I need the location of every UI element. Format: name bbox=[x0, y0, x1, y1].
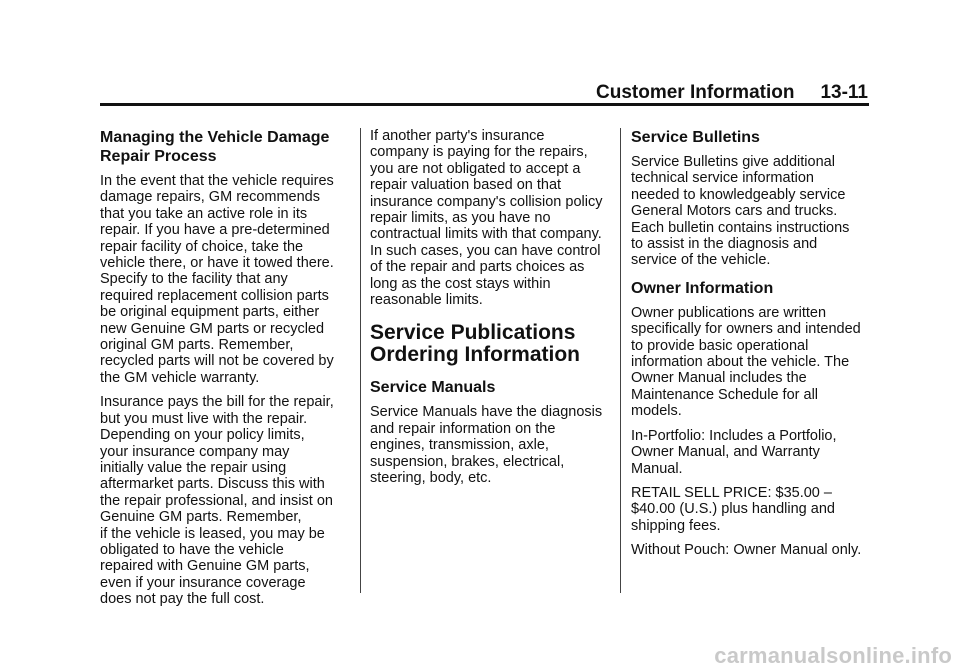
column-1 bbox=[100, 128, 355, 608]
header-rule bbox=[100, 103, 869, 106]
heading-service-bulletins: Service Bulletins bbox=[631, 129, 760, 146]
paragraph-service-bulletins: Service Bulletins give additional technical service information needed to knowledgeably service General Motors cars and trucks. Each bulletin contains instructions to assist in the diagnosis and service of the vehicle. bbox=[631, 154, 850, 269]
heading-service-manuals: Service Manuals bbox=[370, 379, 496, 397]
paragraph-owner-publications: Owner publications are written specifically for owners and intended to provide basic operational information about the vehicle. The Owner Manual includes the Maintenance Schedule for all models. bbox=[631, 304, 861, 420]
watermark-text: carmanualsonline.info bbox=[714, 643, 952, 668]
section-title: Customer Information bbox=[596, 82, 795, 103]
page-number: 13-11 bbox=[820, 82, 868, 103]
heading-damage-repair: Managing the Vehicle Damage Repair Process bbox=[100, 129, 330, 165]
paragraph-in-portfolio: In-Portfolio: Includes a Portfolio, Owner Manual, and Warranty Manual. bbox=[631, 427, 837, 477]
column-3 bbox=[631, 128, 871, 559]
column-divider-2 bbox=[620, 128, 621, 593]
column-2 bbox=[370, 128, 610, 487]
heading-service-publications: Service Publications Ordering Information bbox=[370, 321, 580, 367]
paragraph-damage-repair-2: Insurance pays the bill for the repair, but you must live with the repair. Depending on your policy limits, your insurance company may initially value the repair using aftermarket parts. Discuss this with the repair professional, and insist on Genuine GM parts. Remember, if the vehicle is leased, you may be obligated to have the vehicle repaired with Genuine GM parts, even if your insurance coverage does not pay the full cost. bbox=[100, 394, 334, 608]
running-header bbox=[596, 82, 868, 104]
paragraph-insurance-continued: If another party's insurance company is paying for the repairs, you are not obligated to accept a repair valuation based on that insurance company's collision policy repair limits, as you have no contractual limits with that company. In such cases, you can have control of the repair and parts choices as long as the cost stays within reasonable limits. bbox=[370, 128, 603, 309]
paragraph-retail-price: RETAIL SELL PRICE: $35.00 – $40.00 (U.S.) plus handling and shipping fees. bbox=[631, 484, 835, 534]
paragraph-without-pouch: Without Pouch: Owner Manual only. bbox=[631, 542, 862, 559]
column-divider-1 bbox=[360, 128, 361, 593]
paragraph-service-manuals: Service Manuals have the diagnosis and repair information on the engines, transmission, axle, suspension, brakes, electrical, steering, body, etc. bbox=[370, 404, 603, 487]
paragraph-damage-repair-1: In the event that the vehicle requires damage repairs, GM recommends that you take an active role in its repair. If you have a pre-determined repair facility of choice, take the vehicle there, or have it towed there. Specify to the facility that any required replacement collision parts be original equipment parts, either new Genuine GM parts or recycled original GM parts. Remember, recycled parts will not be covered by the GM vehicle warranty. bbox=[100, 173, 334, 386]
heading-owner-information: Owner Information bbox=[631, 279, 774, 297]
